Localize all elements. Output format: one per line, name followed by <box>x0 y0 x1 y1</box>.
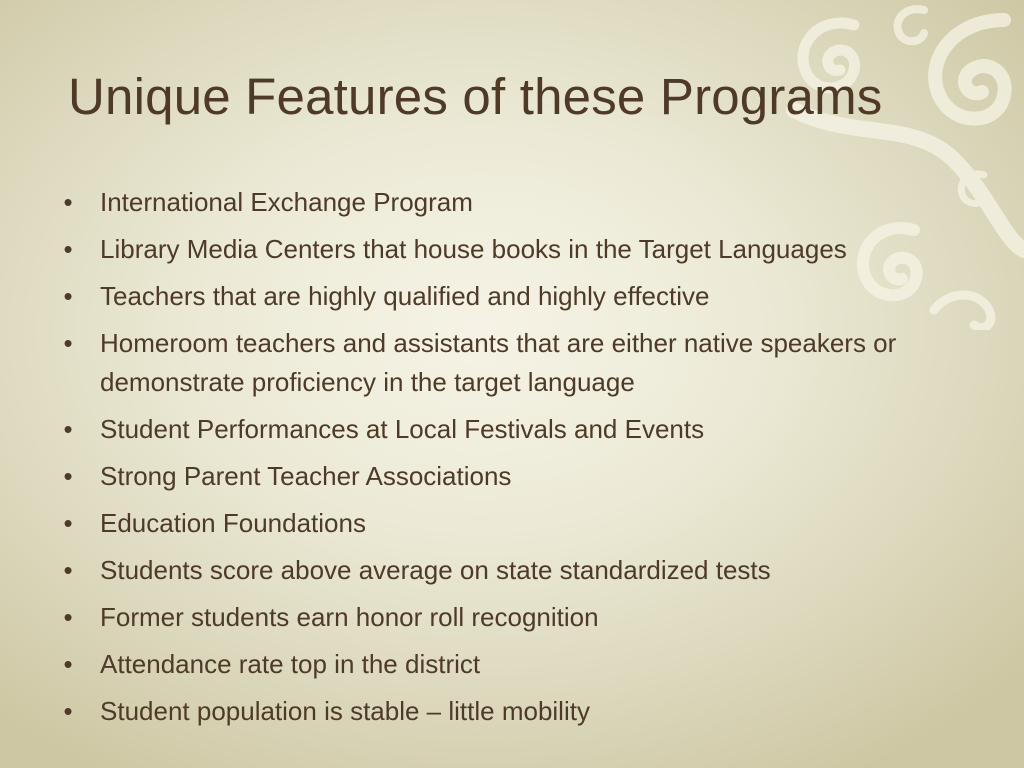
list-item <box>56 692 976 731</box>
bullet-icon: • <box>63 187 73 217</box>
list-item <box>56 598 976 637</box>
list-item <box>56 183 976 222</box>
bullet-text: International Exchange Program <box>100 187 473 217</box>
bullet-icon: • <box>63 461 73 491</box>
bullet-text: Teachers that are highly qualified and highly effective <box>100 281 710 311</box>
bullet-text: Student population is stable – little mobility <box>100 696 590 726</box>
list-item <box>56 410 976 449</box>
bullet-text: Attendance rate top in the district <box>100 649 481 679</box>
list-item <box>56 277 976 316</box>
list-item <box>56 230 976 269</box>
list-item <box>56 645 976 684</box>
bullet-icon: • <box>63 508 73 538</box>
slide-title: Unique Features of these Programs <box>68 68 883 125</box>
bullet-icon: • <box>63 555 73 585</box>
bullet-icon: • <box>63 696 73 726</box>
bullet-icon: • <box>63 649 73 679</box>
bullet-list <box>56 183 976 739</box>
bullet-text: Strong Parent Teacher Associations <box>100 461 512 491</box>
list-item <box>56 551 976 590</box>
list-item <box>56 324 976 402</box>
bullet-text: Student Performances at Local Festivals and Events <box>100 414 705 444</box>
bullet-text: Students score above average on state standardized tests <box>100 555 771 585</box>
bullet-text: Education Foundations <box>100 508 366 538</box>
list-item <box>56 504 976 543</box>
bullet-icon: • <box>63 281 73 311</box>
bullet-icon: • <box>63 414 73 444</box>
bullet-text: Former students earn honor roll recognition <box>100 602 599 632</box>
bullet-icon: • <box>63 234 73 264</box>
bullet-icon: • <box>63 328 73 358</box>
bullet-text: Homeroom teachers and assistants that are either native speakers or demonstrate proficiency in the target language <box>100 328 897 397</box>
list-item <box>56 457 976 496</box>
bullet-text: Library Media Centers that house books in the Target Languages <box>100 234 847 264</box>
bullet-icon: • <box>63 602 73 632</box>
